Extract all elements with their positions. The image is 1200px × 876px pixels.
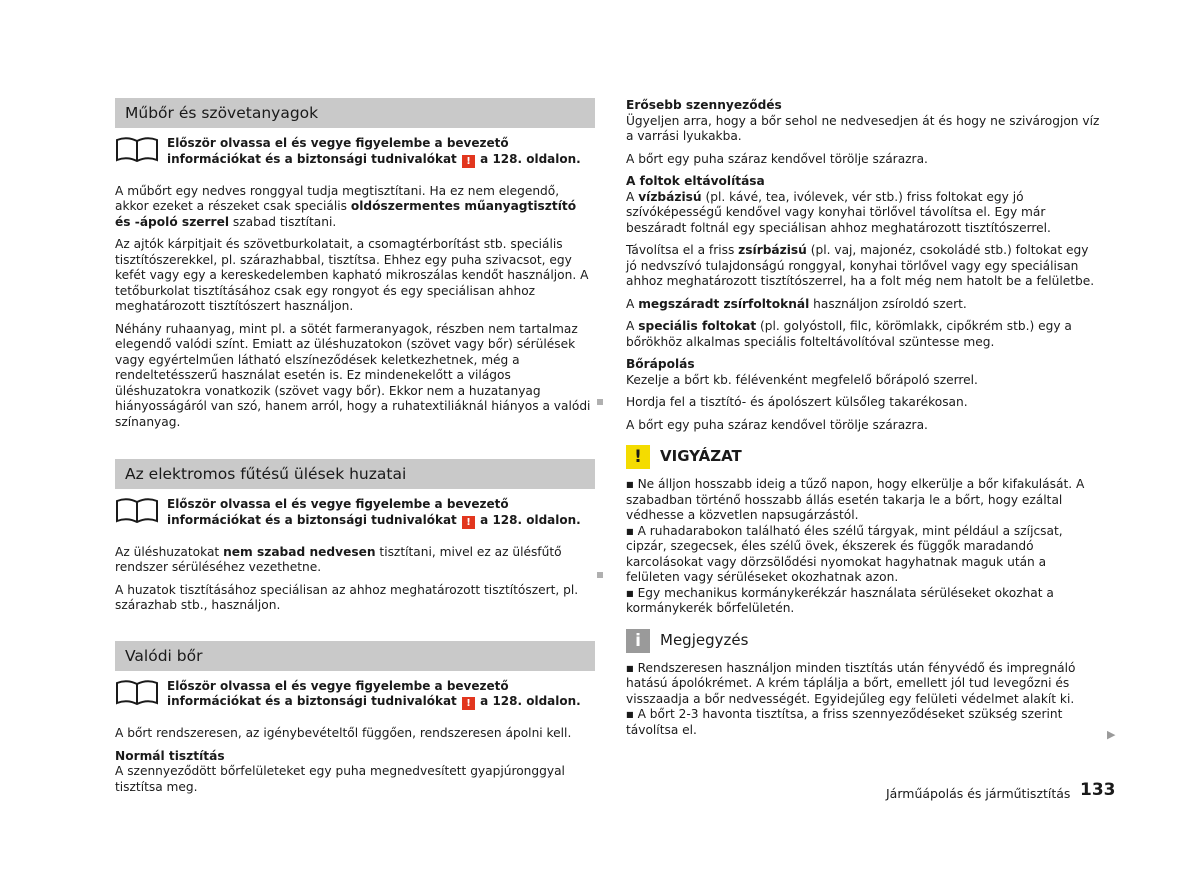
read-first-note: Először olvassa el és vegye figyelembe a bevezető információkat és a biztonsági tudnivalókat ! a 128. oldalon.: [115, 497, 595, 529]
book-icon: [115, 136, 159, 162]
paragraph: A bőrt rendszeresen, az igénybevételtől függően, rendszeresen ápolni kell.: [115, 726, 572, 740]
caution-title: VIGYÁZAT: [660, 447, 742, 466]
book-icon: [115, 679, 159, 705]
info-icon: i: [626, 629, 650, 653]
book-icon: [115, 497, 159, 523]
continue-arrow-icon: ▶: [1107, 728, 1116, 741]
section-title-elektromos: Az elektromos fűtésű ülések huzatai: [115, 459, 595, 489]
paragraph: A huzatok tisztításához speciálisan az ahhoz meghatározott tisztítószert, pl. szárazhab stb., használjon.: [115, 582, 579, 612]
note-item: ■ Rendszeresen használjon minden tisztítás után fényvédő és impregnáló hatású ápolókrémet. A krém táplálja a bőrt, emellett jól tud levegőzni és visszaadja a bőr nedvességét. Egyidejűleg egy felületi védelmet alakít ki.: [626, 661, 1100, 708]
paragraph: Kezelje a bőrt kb. félévenként megfelelő bőrápoló szerrel.: [626, 372, 978, 387]
caution-item: ■ Ne álljon hosszabb ideig a tűző napon, hogy elkerülje a bőr kifakulását. A szabadban történő hosszabb állás esetén takarja le a bőrt, hogy ezáltal védhesse a közvetlen napsugárzástól.: [626, 477, 1100, 524]
read-first-note: Először olvassa el és vegye figyelembe a bevezető információkat és a biztonsági tudnivalókat ! a 128. oldalon.: [115, 136, 595, 168]
chapter-title: Járműápolás és járműtisztítás: [886, 786, 1071, 801]
page-number: 133: [1080, 780, 1116, 800]
paragraph: A megszáradt zsírfoltoknál használjon zsíroldó szert.: [626, 296, 967, 311]
section-title-mubor: Műbőr és szövetanyagok: [115, 98, 595, 128]
warning-icon: !: [462, 155, 475, 168]
section-end-marker: [597, 572, 603, 578]
caution-header: [626, 445, 1100, 469]
paragraph: A speciális foltokat (pl. golyóstoll, filc, körömlakk, cipőkrém stb.) egy a bőrökhöz alkalmas speciális folteltávolítóval szüntesse meg.: [626, 319, 1072, 349]
paragraph: Hordja fel a tisztító- és ápolószert külsőleg takarékosan.: [626, 395, 968, 409]
subheading: A foltok eltávolítása: [626, 174, 765, 188]
paragraph: Ügyeljen arra, hogy a bőr sehol ne nedvesedjen át és hogy ne szivárogjon víz a varrási lyukakba.: [626, 113, 1100, 143]
paragraph: Az üléshuzatokat nem szabad nedvesen tisztítani, mivel ez az ülésfűtő rendszer sérüléséhez vezethetne.: [115, 544, 562, 574]
caution-icon: !: [626, 445, 650, 469]
subheading: Erősebb szennyeződés: [626, 98, 782, 112]
subheading: Normál tisztítás: [115, 748, 225, 763]
paragraph: A bőrt egy puha száraz kendővel törölje szárazra.: [626, 151, 928, 166]
caution-item: ■ Egy mechanikus kormánykerékzár használata sérüléseket okozhat a kormánykerék bőrfelületén.: [626, 586, 1100, 617]
subheading: Bőrápolás: [626, 357, 695, 371]
warning-icon: !: [462, 516, 475, 529]
paragraph: Néhány ruhaanyag, mint pl. a sötét farmeranyagok, részben nem tartalmaz elegendő valódi színt. Emiatt az üléshuzatokon (szövet vagy bőr) sérülések vagy egyértelműen látható elszíneződések keletkezhetnek, még a rendeltetésszerű használat esetén is. Ez mindenekelőtt a világos üléshuzatokra vonatkozik (szövet vagy bőr). Ekkor nem a huzatanyag hiányosságáról van szó, hanem arról, hogy a ruhatextiliáknál hiányos a valódi színanyag.: [115, 321, 591, 429]
paragraph: A szennyeződött bőrfelületeket egy puha megnedvesített gyapjúronggyal tisztítsa meg.: [115, 764, 565, 794]
note-title: Megjegyzés: [660, 630, 749, 649]
right-column: [626, 98, 1100, 738]
paragraph: Az ajtók kárpitjait és szövetburkolatait, a csomagtérborítást stb. speciális tisztítószerekkel, pl. szárazhabbal, tisztítsa. Ehhez egy puha szivacsot, egy kefét vagy egy a kereskedelemben kapható mikroszálas kendőt használjon. A tetőburkolat tisztításához csak egy rongyot és egy speciálisan ahhoz meghatározott tisztítószert használjon.: [115, 237, 589, 313]
note-header: [626, 629, 1100, 653]
note-item: ■ A bőrt 2-3 havonta tisztítsa, a friss szennyeződéseket szükség szerint távolítsa el.: [626, 707, 1100, 738]
paragraph: A bőrt egy puha száraz kendővel törölje szárazra.: [626, 417, 928, 432]
left-column: [115, 98, 595, 802]
warning-icon: !: [462, 697, 475, 710]
read-first-note: Először olvassa el és vegye figyelembe a bevezető információkat és a biztonsági tudnivalókat ! a 128. oldalon.: [115, 679, 595, 711]
paragraph: A vízbázisú (pl. kávé, tea, ivólevek, vér stb.) friss foltokat egy jó szívóképességű kendővel vagy konyhai törlővel távolítsa el. Egy már beszáradt foltnál egy speciálisan ahhoz meghatározott tisztítószerrel.: [626, 189, 1051, 235]
caution-item: ■ A ruhadarabokon található éles szélű tárgyak, mint például a szíjcsat, cipzár, szegecsek, éles szélű övek, ékszerek és függők maradandó karcolásokat vagy dörzsölődési nyomokat hagyhatnak maguk után a felületen vagy sérüléseket okozhatnak azon.: [626, 524, 1100, 586]
paragraph: A műbőrt egy nedves ronggyal tudja megtisztítani. Ha ez nem elegendő, akkor ezeket a részeket csak speciális oldószermentes műanyagtisztító és -ápoló szerrel szabad tisztítani.: [115, 183, 577, 229]
paragraph: Távolítsa el a friss zsírbázisú (pl. vaj, majonéz, csokoládé stb.) foltokat egy jó nedvszívó tulajdonságú ronggyal, konyhai törlővel vagy egy speciálisan ahhoz meghatározott tisztítószerrel, ha a folt még nem hatolt be a felületbe.: [626, 243, 1095, 288]
section-title-valodi-bor: Valódi bőr: [115, 641, 595, 671]
section-end-marker: [597, 399, 603, 405]
